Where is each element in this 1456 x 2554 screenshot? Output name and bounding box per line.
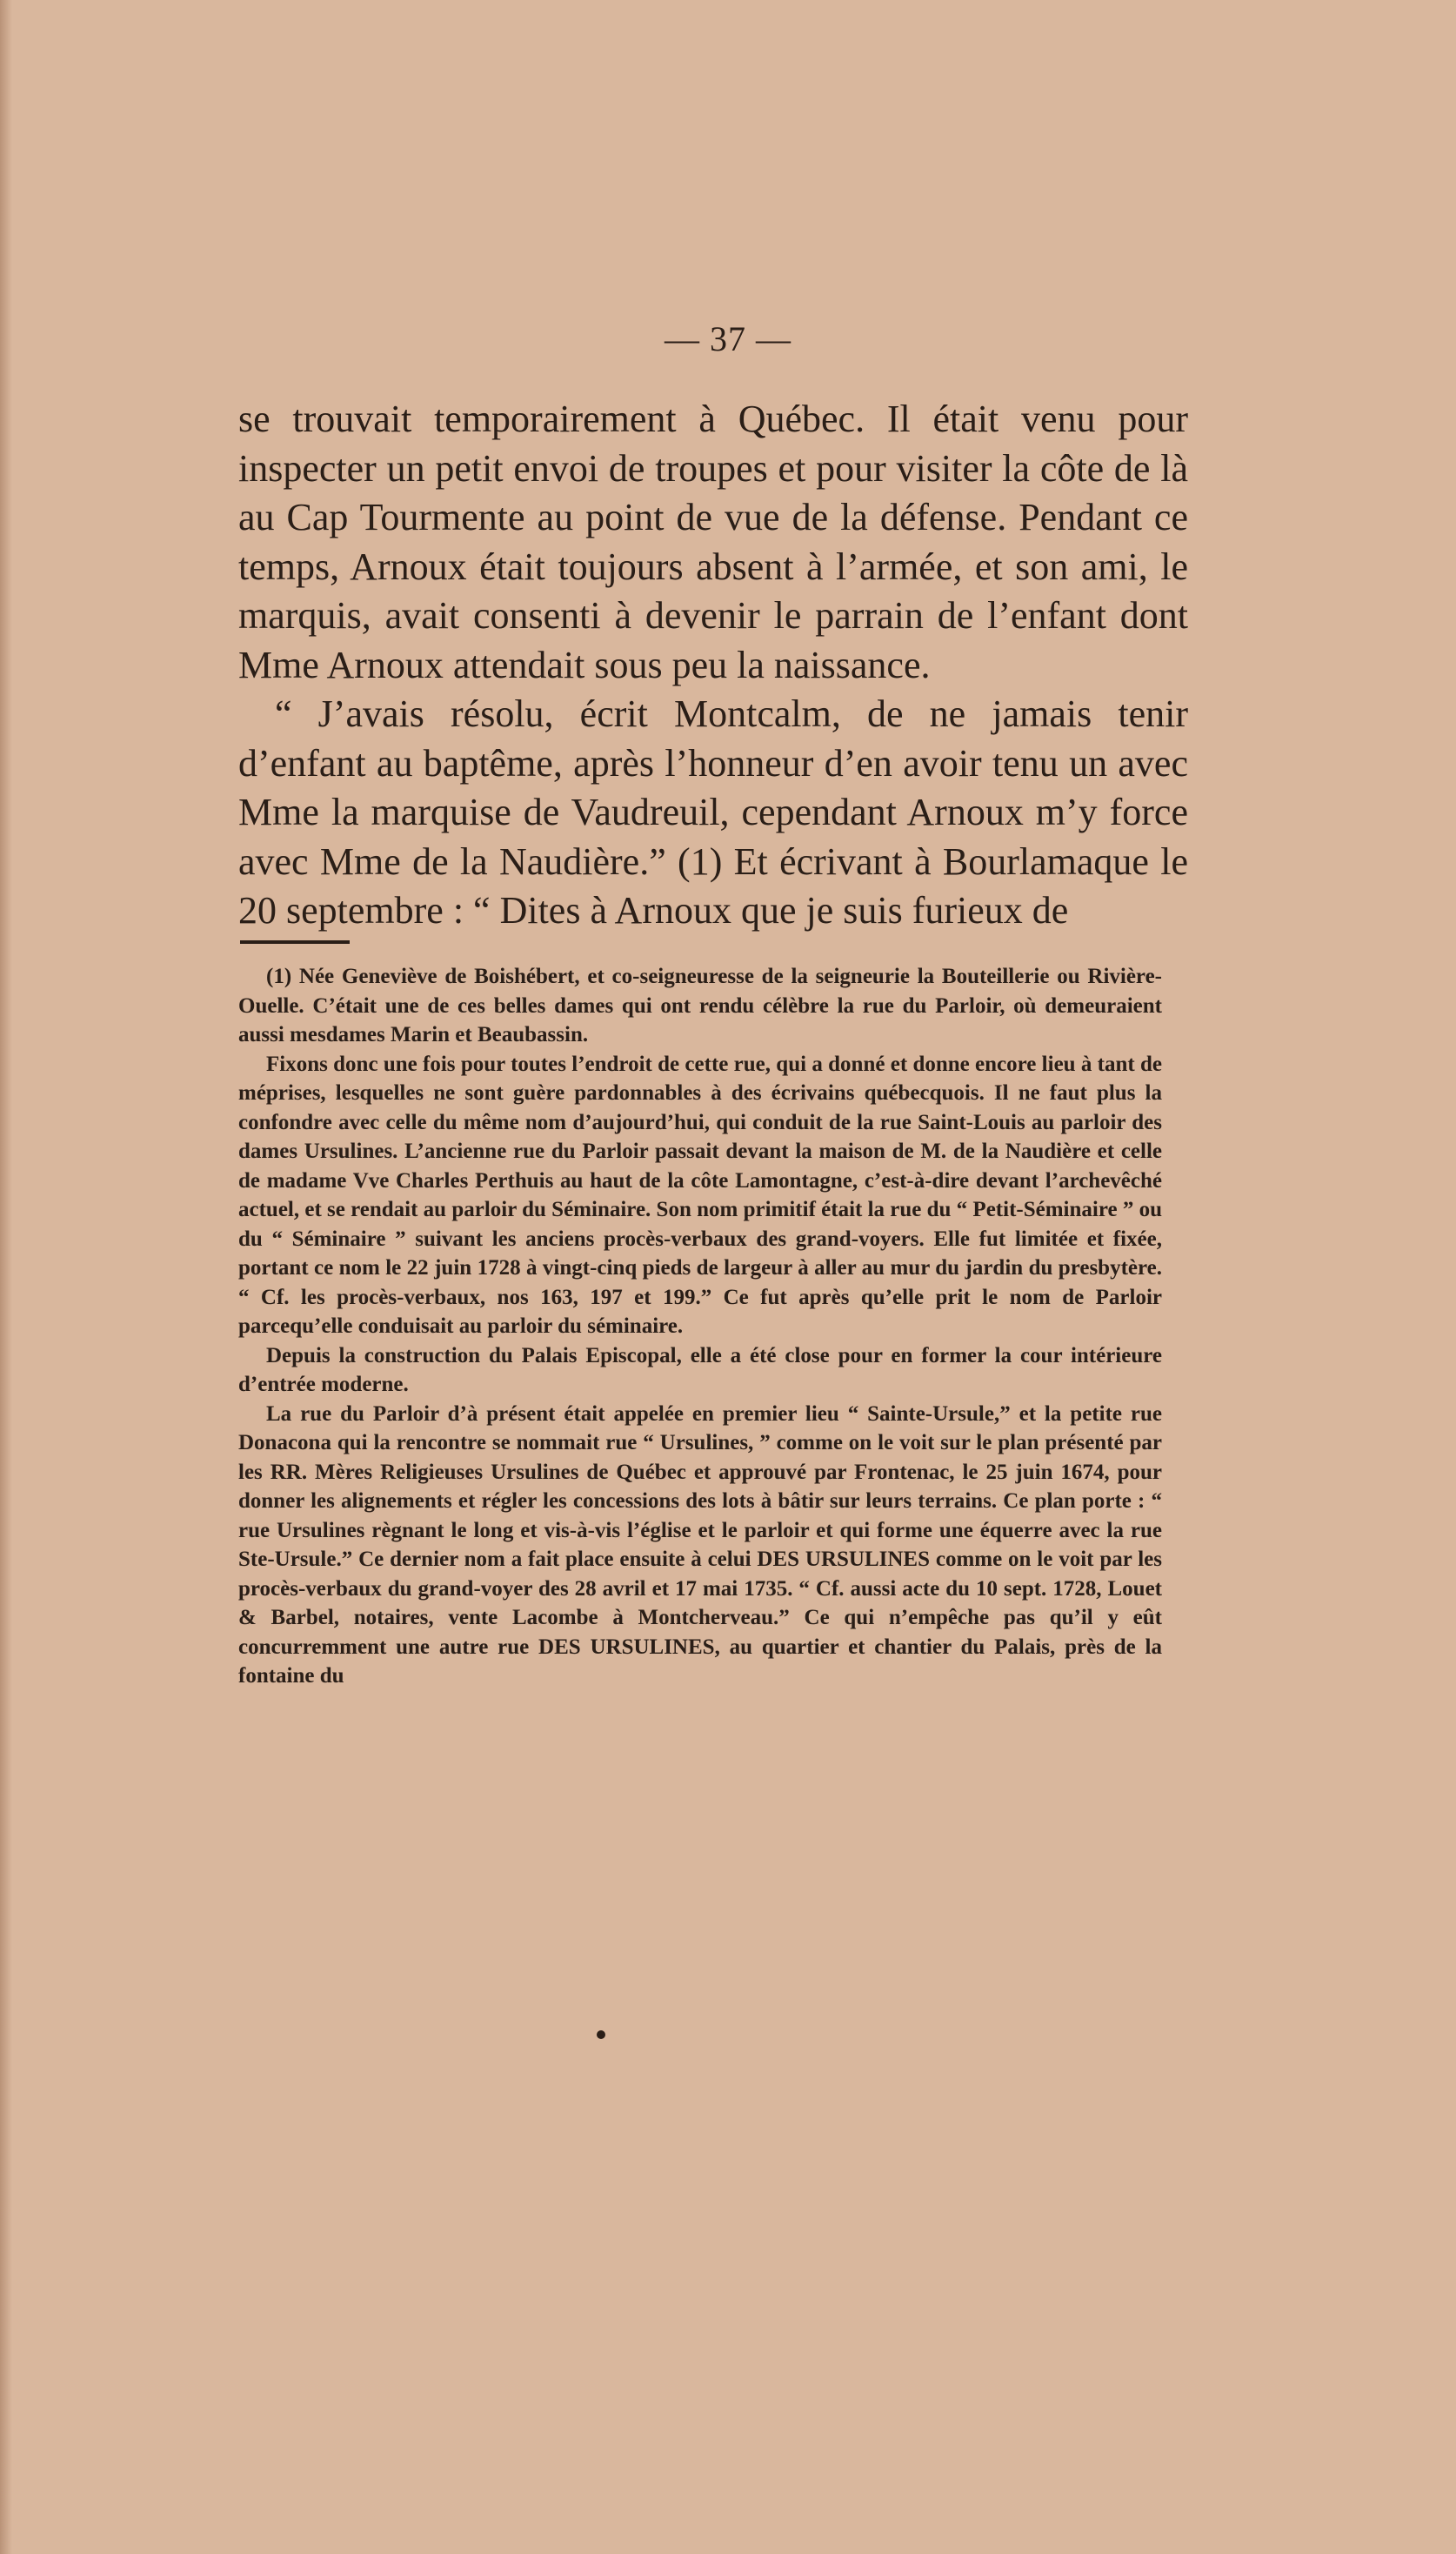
- page-edge: [0, 0, 12, 2554]
- footnote-paragraph: La rue du Parloir d’à présent était appelée en premier lieu “ Sainte-Ursule,” et la petite rue Donacona qui la rencontre se nommait rue “ Ursulines, ” comme on le voit sur le plan présenté par les RR. Mères Religieuses Ursulines de Québec et approuvé par Frontenac, le 25 juin 1674, pour donner les alignements et régler les concessions des lots à bâtir sur leurs terrains. Ce plan porte : “ rue Ursulines règnant le long et vis-à-vis l’église et le parloir et qui forme une équerre avec la rue Ste-Ursule.” Ce dernier nom a fait place ensuite à celui DES URSULINES comme on le voit par les procès-verbaux du grand-voyer des 28 avril et 17 mai 1735. “ Cf. aussi acte du 10 sept. 1728, Louet & Barbel, notaires, vente Lacombe à Montcherveau.” Ce qui n’empêche pas qu’il y eût concurremment une autre rue DES URSULINES, au quartier et chantier du Palais, près de la fontaine du: [238, 1401, 1162, 1688]
- page-number: — 37 —: [665, 319, 791, 358]
- footnote-paragraph: Fixons donc une fois pour toutes l’endroit de cette rue, qui a donné et donne encore lieu à tant de méprises, lesquelles ne sont guère pardonnables à des écrivains québecquois. Il ne faut plus la confondre avec celle du même nom d’aujourd’hui, qui conduit de la rue Saint-Louis au parloir des dames Ursulines. L’ancienne rue du Parloir passait devant la maison de M. de la Naudière et celle de madame Vve Charles Perthuis au haut de la côte Lamontagne, c’est-à-dire devant l’archevêché actuel, et se rendait au parloir du Séminaire. Son nom primitif était la rue du “ Petit-Séminaire ” ou du “ Séminaire ” suivant les anciens procès-verbaux des grand-voyers. Elle fut limitée et fixée, portant ce nom le 22 juin 1728 à vingt-cinq pieds de largeur à aller au mur du jardin du presbytère. “ Cf. les procès-verbaux, nos 163, 197 et 199.” Ce fut après qu’elle prit le nom de Parloir parcequ’elle conduisait au parloir du séminaire.: [238, 1052, 1162, 1338]
- main-paragraph: se trouvait temporairement à Québec. Il était venu pour inspecter un petit envoi de troupes et pour visiter la côte de là au Cap Tourmente au point de vue de la défense. Pendant ce temps, Arnoux était toujours absent à l’armée, et son ami, le marquis, avait consenti à devenir le parrain de l’enfant dont Mme Arnoux attendait sous peu la naissance.: [238, 398, 1188, 686]
- main-paragraph: “ J’avais résolu, écrit Montcalm, de ne jamais tenir d’enfant au baptême, après l’honneur d’en avoir tenu un avec Mme la marquise de Vaudreuil, cependant Arnoux m’y force avec Mme de la Naudière.” (1) Et écrivant à Bourlamaque le 20 septembre : “ Dites à Arnoux que je suis furieux de: [238, 692, 1188, 932]
- footnote-paragraph: (1) Née Geneviève de Boishébert, et co-seigneuresse de la seigneurie la Bouteillerie ou Rivière-Ouelle. C’était une de ces belles dames qui ont rendu célèbre la rue du Parloir, où demeuraient aussi mesdames Marin et Beaubassin.: [238, 965, 1162, 1046]
- footnote-paragraph: Depuis la construction du Palais Episcopal, elle a été close pour en former la cour intérieure d’entrée moderne.: [238, 1343, 1162, 1396]
- footnotes: [238, 962, 1162, 1691]
- footnote-separator: [240, 940, 350, 944]
- main-text: [238, 395, 1188, 936]
- ink-dot: [597, 2030, 605, 2039]
